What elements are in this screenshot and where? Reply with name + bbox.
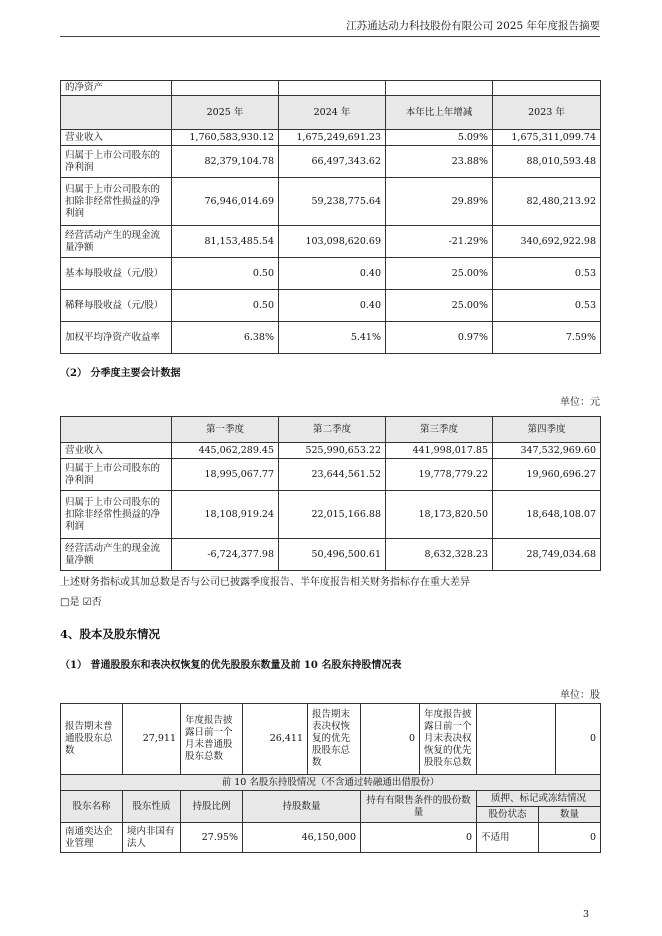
column-header: 2025 年 [172, 96, 279, 130]
note-text: 上述财务指标或其加总数是否与公司已披露季度报告、半年度报告相关财务指标存在重大差异 [60, 577, 470, 588]
column-header: 2023 年 [493, 96, 601, 130]
summary-value: 27,911 [123, 704, 181, 775]
section-heading: 4、股本及股东情况 [60, 627, 161, 641]
shareholder-table [60, 703, 601, 853]
section-heading: （2） 分季度主要会计数据 [60, 368, 181, 379]
annual-data-table [60, 80, 601, 354]
table-cell: 27.95% [181, 823, 243, 853]
table-row [61, 491, 601, 539]
table-cell: 445,062,289.45 [172, 443, 279, 459]
summary-value: 0 [589, 733, 597, 744]
table-cell: 46,150,000 [243, 823, 361, 853]
row-label: 归属于上市公司股东的扣除非经常性损益的净利润 [61, 178, 172, 226]
note-choice: □是 ☑否 [60, 597, 102, 608]
header-divider [60, 36, 600, 37]
column-header: 数量 [539, 807, 601, 823]
table-row [61, 178, 601, 226]
summary-value: 26,411 [243, 704, 308, 774]
table-cell: 441,998,017.85 [386, 443, 493, 459]
table-cell: 23.88% [386, 146, 493, 178]
table-cell: 5.41% [279, 322, 386, 354]
table-cell: 103,098,620.69 [279, 226, 386, 258]
column-header: 股东性质 [123, 791, 181, 823]
table-cell: 18,995,067.77 [172, 459, 279, 491]
table-cell: 81,153,485.54 [172, 226, 279, 258]
summary-label: 年度报告披露日前一个月末表决权恢复的优先股股东总数 [424, 709, 472, 768]
row-label: 稀释每股收益（元/股） [61, 290, 172, 322]
row-label: 加权平均净资产收益率 [61, 322, 172, 354]
table-cell: 19,778,779.22 [386, 459, 493, 491]
summary-label: 报告期末普通股股东总数 [61, 704, 123, 775]
table-cell: 6.38% [172, 322, 279, 354]
unit-label: 单位：元 [560, 397, 600, 408]
column-header: 第二季度 [279, 417, 386, 443]
table-cell: 25.00% [386, 258, 493, 290]
summary-label-cont [477, 704, 556, 774]
subsection-heading: （1） 普通股股东和表决权恢复的优先股股东数量及前 10 名股东持股情况表 [60, 660, 402, 671]
table-cell: 88,010,593.48 [493, 146, 601, 178]
column-header: 股东名称 [61, 791, 123, 823]
table-row [61, 443, 601, 459]
row-label: 营业收入 [61, 443, 172, 459]
column-header: 第三季度 [386, 417, 493, 443]
table-cell: 29.89% [386, 178, 493, 226]
unit-label: 单位：股 [560, 690, 600, 701]
table-cell: 8,632,328.23 [386, 539, 493, 571]
row-label: 经营活动产生的现金流量净额 [61, 226, 172, 258]
table-cell: 0.53 [493, 290, 601, 322]
table-cell: 0.53 [493, 258, 601, 290]
table-cell: 18,648,108.07 [493, 491, 601, 539]
table-cell: 不适用 [477, 823, 539, 853]
summary-row [61, 704, 601, 775]
table-cell: 境内非国有法人 [123, 823, 181, 853]
table-cell: 1,675,249,691.23 [279, 130, 386, 146]
table-cell: -21.29% [386, 226, 493, 258]
quarterly-data-table [60, 416, 601, 571]
column-header: 质押、标记或冻结情况 [477, 791, 601, 807]
table-cell: 18,173,820.50 [386, 491, 493, 539]
table-cell: 340,692,922.98 [493, 226, 601, 258]
page-header: 江苏通达动力科技股份有限公司 2025 年年度报告摘要 [346, 20, 600, 32]
table-cell: 23,644,561.52 [279, 459, 386, 491]
row-label: 归属于上市公司股东的净利润 [61, 459, 172, 491]
table-cell: 0.50 [172, 258, 279, 290]
table-cell: 28,749,034.68 [493, 539, 601, 571]
table-row [61, 290, 601, 322]
row-label: 归属于上市公司股东的净利润 [61, 146, 172, 178]
summary-label: 年度报告披露日前一个月末普通股股东总数 [181, 704, 243, 775]
column-header: 持股比例 [181, 791, 243, 823]
table-cell: 59,238,775.64 [279, 178, 386, 226]
table-cell: 66,497,343.62 [279, 146, 386, 178]
page-number: 3 [583, 909, 590, 920]
table-cell: 0.40 [279, 258, 386, 290]
table-cell: 76,946,014.69 [172, 178, 279, 226]
table-cell: 0.97% [386, 322, 493, 354]
row-label: 营业收入 [61, 130, 172, 146]
column-header: 持股数量 [243, 791, 361, 823]
top10-title: 前 10 名股东持股情况（不含通过转融通出借股份） [61, 775, 601, 791]
summary-value: 0 [361, 704, 420, 774]
table-cell: 1,675,311,099.74 [493, 130, 601, 146]
table-cell: 19,960,696.27 [493, 459, 601, 491]
table-cell: 18,108,919.24 [172, 491, 279, 539]
column-header: 第四季度 [493, 417, 601, 443]
table-cell: 82,379,104.78 [172, 146, 279, 178]
table-row [61, 130, 601, 146]
table-cell: 25.00% [386, 290, 493, 322]
column-header: 2024 年 [279, 96, 386, 130]
table-row [61, 539, 601, 571]
table-row [61, 823, 601, 853]
column-header: 本年比上年增减 [386, 96, 493, 130]
table-cell: 82,480,213.92 [493, 178, 601, 226]
summary-label: 报告期末表决权恢复的优先股股东总数 [312, 709, 351, 768]
table-row [61, 226, 601, 258]
table-cell: 1,760,583,930.12 [172, 130, 279, 146]
column-header: 股份状态 [477, 807, 539, 823]
table-cell: 7.59% [493, 322, 601, 354]
table-row [61, 258, 601, 290]
table-cell: 22,015,166.88 [279, 491, 386, 539]
table-cell: -6,724,377.98 [172, 539, 279, 571]
table-row [61, 146, 601, 178]
table-cell: 0.50 [172, 290, 279, 322]
column-header: 第一季度 [172, 417, 279, 443]
row-label: 经营活动产生的现金流量净额 [61, 539, 172, 571]
column-header: 持有有限售条件的股份数量 [361, 791, 477, 823]
row-label: 基本每股收益（元/股） [61, 258, 172, 290]
table-cell: 0.40 [279, 290, 386, 322]
table-cell: 0 [539, 823, 601, 853]
table-cell: 50,496,500.61 [279, 539, 386, 571]
table-cell: 5.09% [386, 130, 493, 146]
table-cell: 0 [361, 823, 477, 853]
row-label: 归属于上市公司股东的扣除非经常性损益的净利润 [61, 491, 172, 539]
table-row [61, 459, 601, 491]
table-row [61, 322, 601, 354]
table-cell-label: 的净资产 [61, 81, 172, 96]
table-cell: 南通奕达企业管理 [61, 823, 123, 853]
table-cell: 347,532,969.60 [493, 443, 601, 459]
table-cell: 525,990,653.22 [279, 443, 386, 459]
